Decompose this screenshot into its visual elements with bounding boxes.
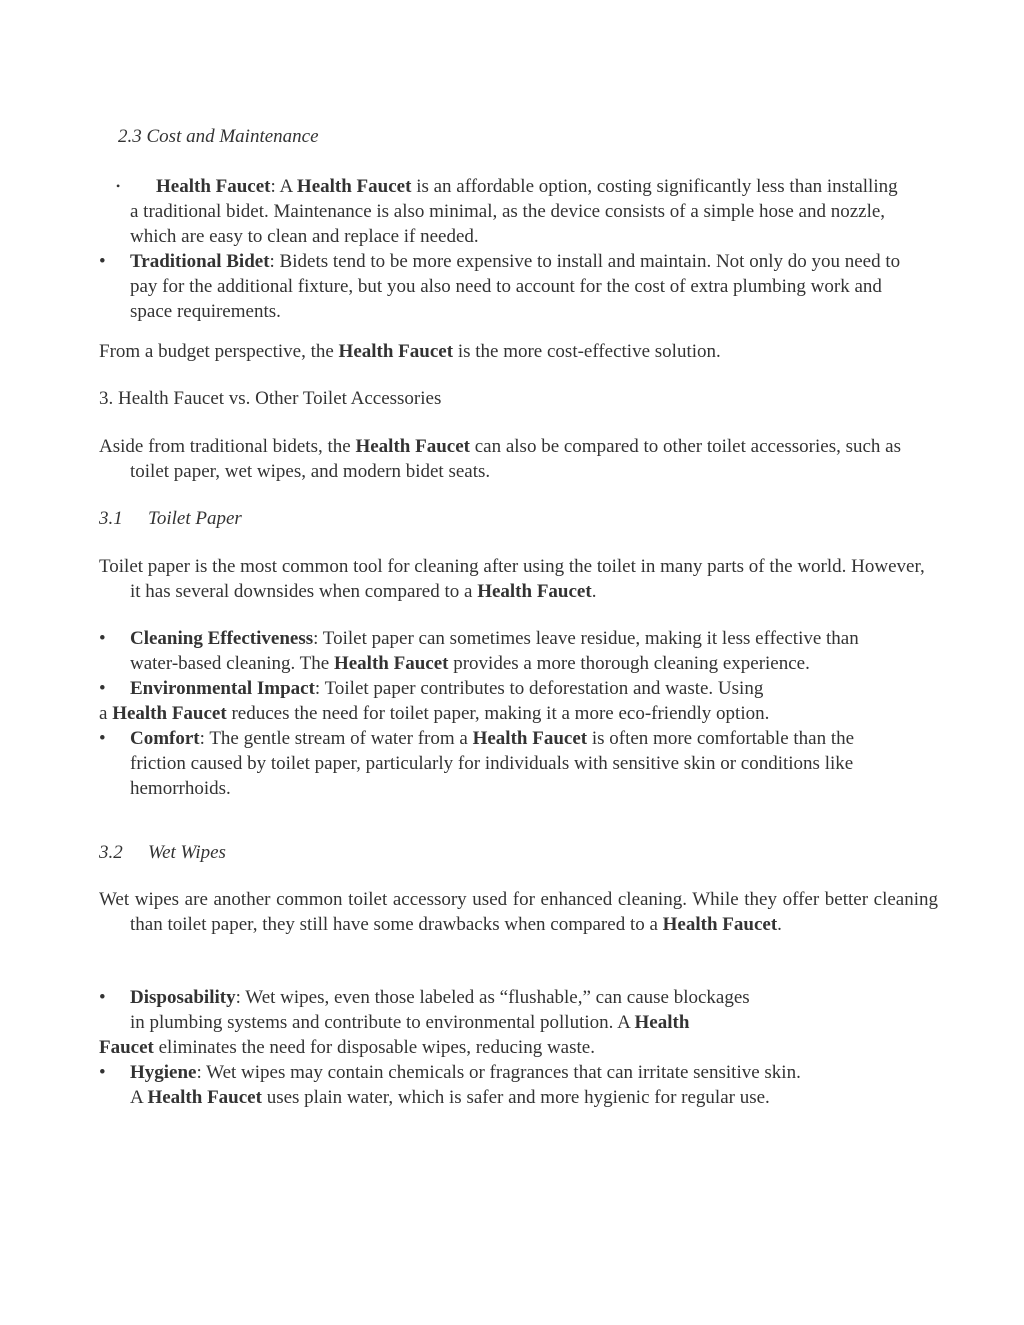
- list-item: • Health Faucet: A Health Faucet is an affordable option, costing significantly less than installing a traditional bidet. Maintenance is also minimal, as the device consists of a simple hose and nozzle, which are easy to clean and replace if needed.: [116, 176, 898, 247]
- bullet-icon: •: [99, 728, 106, 749]
- list-item: • Traditional Bidet: Bidets tend to be more expensive to install and maintain. Not only do you need to pay for the additional fixture, but you also need to account for the cost of extra plumbing work and space requirements.: [99, 251, 901, 322]
- term: Health Faucet: [156, 176, 271, 197]
- budget-paragraph: From a budget perspective, the Health Faucet is the more cost-effective solution.: [99, 341, 721, 362]
- list-item-continuation: a Health Faucet reduces the need for toilet paper, making it a more eco-friendly option.: [99, 703, 770, 724]
- bullet-icon: •: [99, 678, 106, 699]
- list-item-continuation: A Health Faucet uses plain water, which is safer and more hygienic for regular use.: [130, 1087, 770, 1108]
- list-item: • Comfort: The gentle stream of water from a Health Faucet is often more comfortable than the friction caused by toilet paper, particularly for individuals with sensitive skin or conditions like hemorrhoids.: [99, 728, 855, 799]
- bullet-icon: •: [99, 628, 106, 649]
- aside-paragraph: Aside from traditional bidets, the Health Faucet can also be compared to other toilet accessories, such as toilet paper, wet wipes, and modern bidet seats.: [99, 436, 902, 482]
- toilet-paper-intro: Toilet paper is the most common tool for cleaning after using the toilet in many parts of the world. However, it has several downsides when compared to a Health Faucet.: [99, 556, 925, 602]
- toilet-paper-bullet-list: [99, 626, 907, 801]
- term: Traditional Bidet: [130, 251, 270, 272]
- bullet-icon: •: [99, 987, 106, 1008]
- wet-wipes-bullet-list: [99, 985, 907, 1110]
- bullet-icon: •: [99, 1062, 106, 1083]
- list-item: • Cleaning Effectiveness: Toilet paper can sometimes leave residue, making it less effective than water-based cleaning. The Health Faucet provides a more thorough cleaning experience.: [99, 628, 859, 674]
- wet-wipes-intro: Wet wipes are another common toilet accessory used for enhanced cleaning. While they offer better cleaning than toilet paper, they still have some drawbacks when compared to a Health Faucet.: [99, 889, 938, 935]
- bullet-icon: •: [99, 251, 106, 272]
- list-item: • Hygiene: Wet wipes may contain chemicals or fragrances that can irritate sensitive skin.: [99, 1062, 801, 1083]
- list-item: • Disposability: Wet wipes, even those labeled as “flushable,” can cause blockages in plumbing systems and contribute to environmental pollution. A Health: [99, 987, 750, 1033]
- bullet-icon: •: [116, 179, 121, 193]
- section-heading-3: 3. Health Faucet vs. Other Toilet Accessories: [99, 388, 442, 409]
- list-item: • Environmental Impact: Toilet paper contributes to deforestation and waste. Using: [99, 678, 764, 699]
- section-heading-3-2: 3.2 Wet Wipes: [99, 842, 226, 863]
- cost-bullet-list: [99, 174, 907, 324]
- section-heading-3-1: 3.1 Toilet Paper: [99, 508, 242, 529]
- list-item-continuation: Faucet eliminates the need for disposable wipes, reducing waste.: [99, 1037, 595, 1058]
- section-heading-2-3: 2.3 Cost and Maintenance: [118, 126, 319, 147]
